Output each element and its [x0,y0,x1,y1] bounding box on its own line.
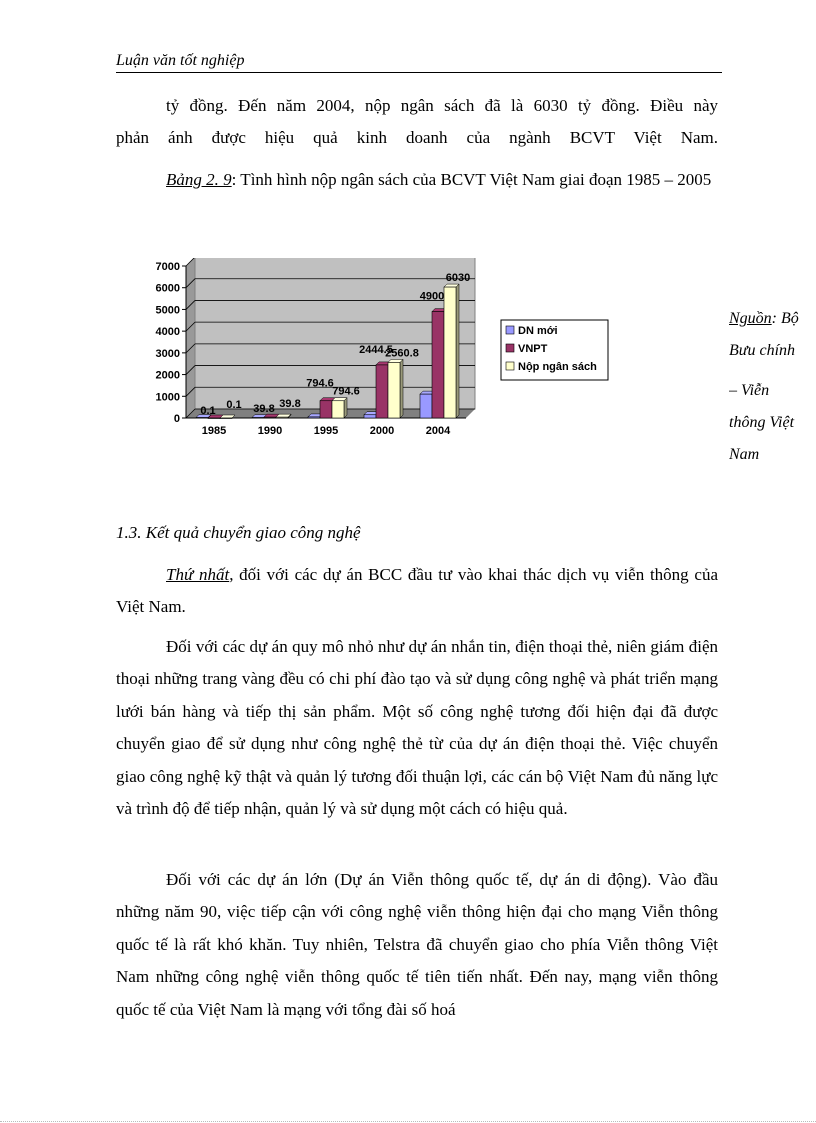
body-paragraph-3: Đối với các dự án lớn (Dự án Viễn thông quốc tế, dự án di động). Vào đầu những năm 90, việc tiếp cận với công nghệ viễn thông hiện đại cho mạng Viễn thông quốc tế là rất khó khăn. Tuy nhiên, Telstra đã chuyển giao cho phía Viễn thông Việt Nam những công nghệ viễn thông quốc tế tiên tiến nhất. Đến nay, mạng viễn thông quốc tế của Việt Nam là mạng với tổng đài số hoá [116,870,718,1019]
bar [196,418,208,419]
source-line-3: thông Việt [729,414,795,431]
bar-top [276,414,291,417]
intro-line-2: phản ánh được hiệu quả kinh doanh của ngành BCVT Việt Nam. [116,128,718,148]
data-label-vnpt: 0.1 [200,404,216,417]
x-tick-label: 1995 [313,425,339,437]
y-tick-label: 1000 [155,391,180,404]
y-tick-label: 2000 [155,369,180,382]
data-label-vnpt: 4900 [419,290,445,303]
table-caption [116,164,718,196]
bar [320,401,332,418]
data-label-ngan-sach: 0.1 [226,398,242,411]
y-tick-label: 7000 [155,261,180,273]
source-line-0: : Bộ [771,310,799,327]
source-note [729,303,816,471]
bar [332,401,344,418]
bar [264,417,276,418]
chart-side-wall [186,258,195,418]
bar [364,415,376,418]
legend-swatch [506,326,514,334]
legend-label: DN mới [518,325,558,337]
y-tick-label: 0 [173,413,180,425]
table-caption-label: Bảng 2. 9 [166,170,232,189]
y-tick-label: 6000 [155,282,180,295]
y-tick-label: 3000 [155,347,180,360]
body-paragraph-1 [116,559,718,624]
data-label-vnpt: 39.8 [253,403,275,416]
bar [276,417,288,418]
bar-top [444,284,459,287]
data-label-vnpt: 794.6 [306,377,334,390]
x-tick-label: 1990 [257,425,283,437]
y-tick-label: 4000 [155,326,180,339]
section-title: 1.3. Kết quả chuyển giao công nghệ [116,523,361,542]
legend-label: Nộp ngân sách [518,361,597,373]
body-paragraph-1-text: , đối với các dự án BCC đầu tư vào khai thác dịch vụ viễn thông của Việt Nam. [116,565,718,617]
data-label-vnpt: 2444.5 [359,343,393,356]
bar-side [400,359,403,418]
x-tick-label: 2004 [425,425,451,437]
source-line-4: Nam [729,446,760,463]
bar [432,312,444,418]
budget-chart [140,258,640,448]
body-lead-label: Thứ nhất [166,565,230,584]
legend-swatch [506,362,514,370]
source-line-1: Bưu chính [729,342,796,359]
data-label-ngan-sach: 794.6 [332,385,360,398]
x-tick-label: 1985 [201,425,227,437]
legend-swatch [506,344,514,352]
legend-label: VNPT [518,343,548,355]
bar [388,362,400,418]
bar [220,418,232,419]
bar [420,394,432,418]
x-tick-label: 2000 [369,425,395,437]
bar [376,365,388,418]
table-caption-text: : Tình hình nộp ngân sách của BCVT Việt Nam giai đoạn 1985 – 2005 [231,170,712,189]
bar-top [388,359,403,362]
bar-top [220,415,235,418]
bar-side [456,284,459,418]
body-paragraph-2: Đối với các dự án quy mô nhỏ như dự án nhắn tin, điện thoại thẻ, niên giám điện thoại những trang vàng đều có chi phí đào tạo và sử dụng công nghệ và phát triển mạng lưới bán hàng và tiếp thị sản phẩm. Một số công nghệ tương đối hiện đại đã được chuyển giao để sử dụng như công nghệ thẻ từ của dự án điện thoại thẻ. Việc chuyển giao công nghệ kỹ thật và quản lý tương đối thuận lợi, các cán bộ Việt Nam đủ năng lực và trình độ để tiếp nhận, quản lý và sử dụng một cách có hiệu quả. [116,637,718,819]
source-label: Nguồn [729,310,772,327]
data-label-ngan-sach: 2560.8 [385,347,419,360]
y-tick-label: 5000 [155,304,180,317]
data-label-ngan-sach: 39.8 [279,398,301,411]
bar [308,417,320,418]
source-line-2: – Viễn [729,382,770,399]
running-header: Luận văn tốt nghiệp [116,50,722,73]
page-bottom-divider [0,1121,816,1122]
data-label-ngan-sach: 6030 [445,272,471,285]
bar [208,418,220,419]
bar-top [332,398,347,401]
intro-paragraph [116,90,718,155]
bar-side [344,398,347,418]
bar [252,418,264,419]
intro-line-1: tỷ đồng. Đến năm 2004, nộp ngân sách đã là 6030 tỷ đồng. Điều này [166,96,718,115]
bar [444,287,456,418]
